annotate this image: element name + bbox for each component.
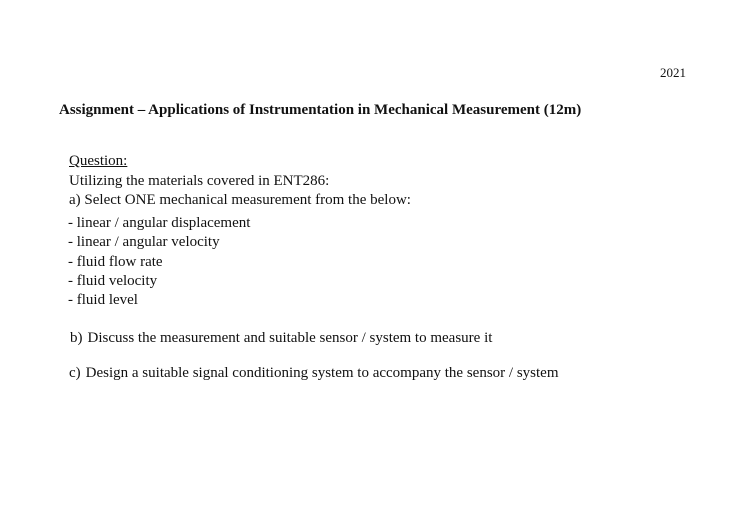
question-part-b xyxy=(70,329,492,348)
measurement-option: - fluid velocity xyxy=(68,272,158,289)
question-label: Question: xyxy=(69,153,128,169)
measurement-option: - linear / angular displacement xyxy=(68,215,251,231)
part-b-letter: b) xyxy=(70,330,83,346)
assignment-title: Assignment – Applications of Instrumentation in Mechanical Measurement (12m) xyxy=(59,102,582,118)
question-block xyxy=(69,152,411,211)
question-intro: Utilizing the materials covered in ENT286: xyxy=(69,172,330,189)
question-part-c xyxy=(69,364,559,383)
question-part-a: a) Select ONE mechanical measurement from the below: xyxy=(69,192,411,208)
part-c-text: Design a suitable signal conditioning system to accompany the sensor / system xyxy=(85,365,559,381)
part-c-letter: c) xyxy=(69,365,81,381)
part-b-text: Discuss the measurement and suitable sensor / system to measure it xyxy=(87,330,493,346)
measurement-option: - fluid flow rate xyxy=(68,253,163,270)
year-label: 2021 xyxy=(660,65,686,80)
measurement-options-list xyxy=(68,214,250,310)
measurement-option: - linear / angular velocity xyxy=(68,234,220,251)
measurement-option: - fluid level xyxy=(68,292,138,309)
